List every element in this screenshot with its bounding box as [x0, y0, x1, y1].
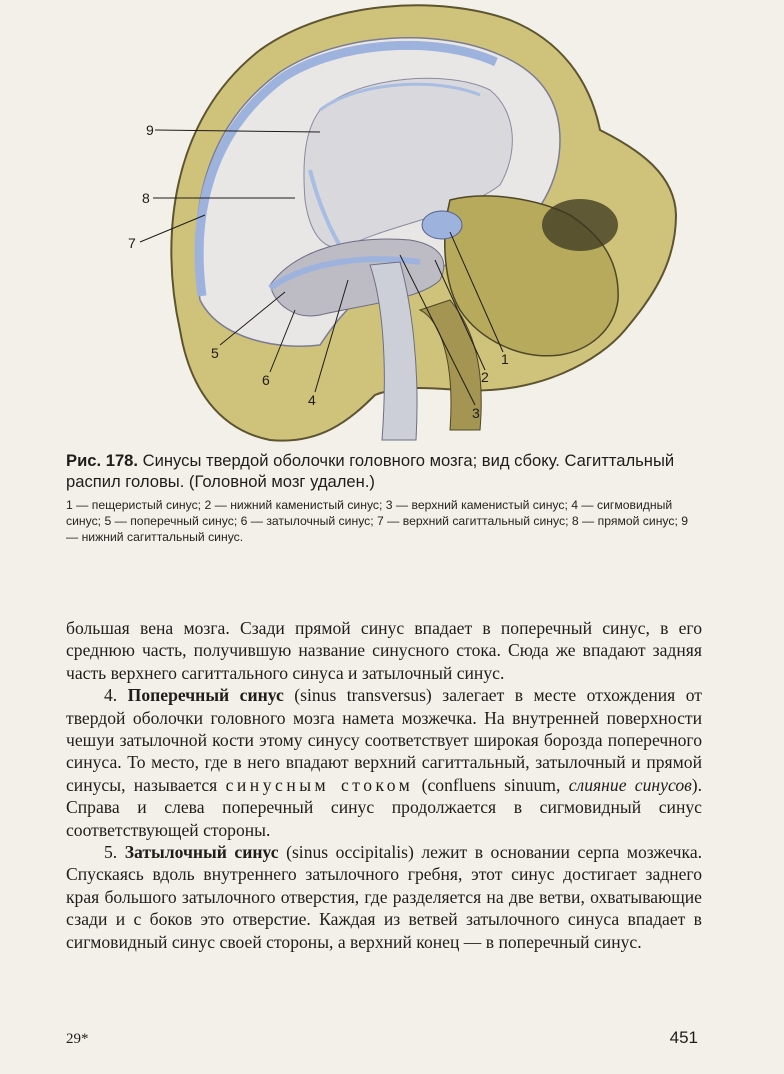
- body-text: [66, 617, 702, 953]
- figure-label-4: 4: [308, 392, 316, 408]
- paragraph-2-text-a: залегает в месте отхождения от твердой оболочки головного мозга намета мозжечка. На внутренней поверхности чешуи затылочной кости этому синусу соответствует широкая борозда поперечного синуса. То место, где в него впадают верхний сагиттальный, затылочный и прямой синусы, называется: [66, 685, 702, 795]
- term-occipital-sinus: Затылочный синус: [124, 842, 279, 863]
- figure-label-8: 8: [142, 190, 150, 206]
- figure-caption: [66, 450, 702, 545]
- page-number: 451: [669, 1028, 698, 1047]
- skull-section-illustration: [120, 0, 680, 445]
- paragraph-3-text: лежит в основании серпа мозжечка. Спускаясь вдоль внутреннего затылочного гребня, этот синус достигает заднего края большого затылочного отверстия, где разделяется на две ветви, охватывающие сзади и с боков это отверстие. Каждая из ветвей затылочного синуса впадает в сигмовидный синус своей стороны, а верхний конец — в поперечный синус.: [66, 842, 703, 952]
- figure-label-1: 1: [501, 351, 509, 367]
- paragraph-2: [66, 684, 702, 841]
- figure-label-2: 2: [481, 369, 489, 385]
- cavernous-sinus: [422, 211, 462, 239]
- term-transverse-sinus: Поперечный синус: [127, 685, 284, 706]
- paragraph-1: большая вена мозга. Сзади прямой синус впадает в поперечный синус, в его среднюю часть, получившую название синусного стока. Сюда же впадают задняя часть верхнего сагиттального синуса и затылочный синус.: [66, 618, 702, 683]
- figure-label-5: 5: [211, 345, 219, 361]
- paragraph-3-number: 5.: [104, 842, 118, 863]
- latin-transverse-sinus: (sinus transversus): [294, 685, 432, 706]
- figure-label-6: 6: [262, 372, 270, 388]
- caption-title-text: Синусы твердой оболочки головного мозга; вид сбоку. Сагиттальный распил головы. (Головной мозг удален.): [66, 451, 675, 491]
- orbit: [542, 199, 618, 251]
- caption-title: [66, 450, 702, 492]
- latin-occipital-sinus: (sinus occipitalis): [286, 842, 414, 863]
- figure-label-3: 3: [472, 405, 480, 421]
- paragraph-2-number: 4.: [104, 685, 118, 706]
- figure-label-9: 9: [146, 122, 154, 138]
- figure-label-7: 7: [128, 235, 136, 251]
- caption-prefix: Рис. 178.: [66, 451, 139, 470]
- caption-legend: 1 — пещеристый синус; 2 — нижний каменистый синус; 3 — верхний каменистый синус; 4 — сигмовидный синус; 5 — поперечный синус; 6 — затылочный синус; 7 — верхний сагиттальный синус; 8 — прямой синус; 9 — нижний сагиттальный синус.: [66, 498, 689, 544]
- latin-confluens: (confluens sinuum,: [421, 774, 561, 795]
- paragraph-2-text-b: ). Справа и слева поперечный синус продолжается в сигмовидный синус соответствующей стороны.: [66, 774, 703, 840]
- term-confluence-spaced: синусным стоком: [225, 774, 414, 795]
- signature-mark: 29*: [66, 1031, 89, 1047]
- anatomy-figure: [120, 0, 680, 445]
- italic-term: слияние синусов: [568, 774, 692, 795]
- paragraph-3: [66, 841, 702, 953]
